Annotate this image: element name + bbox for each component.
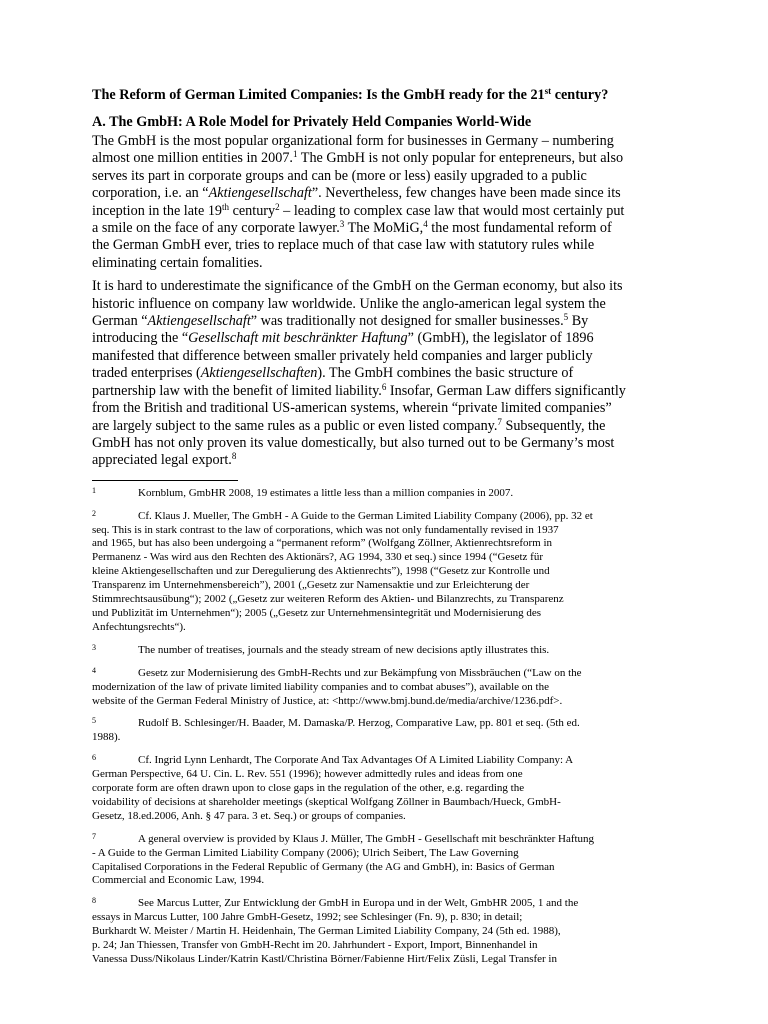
footnote-5 [92, 717, 678, 745]
text-line: It is hard to underestimate the significance of the GmbH on the German economy, but also its [92, 278, 623, 295]
footnote-number: 4 [92, 665, 96, 675]
text-line: the German GmbH ever, tries to replace much of that case law with statutory rules while [92, 237, 595, 254]
footnote-separator [92, 480, 238, 481]
footnote-line: voidability of decisions at shareholder meetings (skeptical Wolfgang Zöllner in Baumbach/Hueck, GmbH- [92, 795, 561, 808]
footnote-line: Transparenz im Unternehmensbereich”), 2001 („Gesetz zur Namensaktie und zur Erleichterung der [92, 579, 530, 592]
footnote-line: website of the German Federal Ministry of Justice, at: <http://www.bmj.bund.de/media/archive/1236.pdf>. [92, 694, 563, 707]
text-line: inception in the late 19th century$^2$ – leading to complex case law that would most certainly put [92, 201, 625, 219]
footnote-6 [92, 754, 678, 824]
footnote-line: Burkhardt W. Meister / Martin H. Heidenhain, The German Limited Liability Company, 24 (5th ed. 1988), [92, 925, 561, 938]
text-line: serves its part in corporate groups and can be (more or less) easily upgraded to a public [92, 167, 587, 184]
footnote-line: Cf. Klaus J. Mueller, The GmbH - A Guide to the German Limited Liability Company (2006), pp. 32 et [138, 509, 593, 522]
footnote-ref[interactable]: 7 [497, 416, 502, 427]
footnote-line: Permanenz - Was wird aus den Rechten des Aktionärs?, AG 1994, 330 et seq.) since 1994 (“Gesetz für [92, 551, 544, 564]
footnote-number: 1 [92, 485, 96, 495]
footnote-line: seq. This is in stark contrast to the law of corporations, which was not only fundamentally revised in 1937 [92, 523, 559, 536]
footnote-line: kleine Aktiengesellschaften und zur Deregulierung des Aktienrechts”), 1998 (“Gesetz zur Kontrolle und [92, 565, 550, 578]
text-line: historic influence on company law worldwide. Unlike the anglo-american legal system the [92, 295, 606, 312]
title-text: The Reform of German Limited Companies: Is the GmbH ready for the 21 [92, 87, 545, 103]
section-heading: A. The GmbH: A Role Model for Privately Held Companies World-Wide [92, 114, 532, 130]
paragraph-2 [92, 278, 678, 469]
footnote-line: A general overview is provided by Klaus J. Müller, The GmbH - Gesellschaft mit beschränkter Haftung [138, 832, 595, 845]
footnote-8 [92, 897, 678, 967]
footnote-number: 2 [92, 508, 96, 518]
footnote-line: Commercial and Economic Law, 1994. [92, 874, 265, 887]
footnote-line: corporate form are often drawn upon to close gaps in the regulation of the other, e.g. regarding the [92, 782, 525, 795]
footnote-line: The number of treatises, journals and the steady stream of new decisions aptly illustrates this. [138, 643, 550, 656]
footnote-number: 6 [92, 753, 96, 763]
text-line: from the British and traditional US-american systems, wherein “private limited companies” [92, 400, 612, 417]
paragraph-1 [92, 133, 678, 272]
text-line: German “Aktiengesellschaft” was traditionally not designed for smaller businesses.$^5$ By [92, 312, 589, 330]
footnote-line: p. 24; Jan Thiessen, Transfer von GmbH-Recht im 20. Jahrhundert - Export, Import, Binnenhandel in [92, 939, 538, 952]
footnote-line: und Publizität im Unternehmen“); 2005 („Gesetz zur Unternehmensintegrität und Modernisierung des [92, 606, 542, 619]
text-line: introducing the “Gesellschaft mit beschränkter Haftung” (GmbH), the legislator of 1896 [92, 330, 594, 347]
footnote-number: 7 [92, 831, 96, 841]
title-text-end: century? [551, 87, 609, 103]
footnote-ref[interactable]: 5 [563, 312, 569, 323]
footnote-2 [92, 510, 678, 635]
footnote-number: 8 [92, 896, 96, 906]
footnote-line: 1988). [92, 731, 121, 744]
footnote-line: - A Guide to the German Limited Liability Company (2006); Ulrich Seibert, The Law Governing [92, 846, 519, 859]
footnote-line: and 1965, but has also been undergoing a “permanent reform” (Wolfgang Zöllner, Aktienrechtsreform in [92, 537, 553, 550]
footnote-7 [92, 833, 678, 889]
footnote-line: Kornblum, GmbHR 2008, 19 estimates a little less than a million companies in 2007. [138, 486, 514, 499]
footnote-line: essays in Marcus Lutter, 100 Jahre GmbH-Gesetz, 1992; see Schlesinger (Fn. 9), p. 830; in detail; [92, 911, 523, 924]
footnote-ref[interactable]: 4 [423, 219, 428, 230]
footnote-ref[interactable]: 3 [339, 219, 345, 230]
footnote-line: See Marcus Lutter, Zur Entwicklung der GmbH in Europa und in der Welt, GmbHR 2005, 1 and the [138, 897, 579, 910]
text-line: traded enterprises (Aktiengesellschaften). The GmbH combines the basic structure of [92, 365, 574, 382]
footnote-number: 5 [92, 716, 96, 726]
title-superscript: st [544, 86, 552, 96]
text-line: almost one million entities in 2007.$^1$ The GmbH is not only popular for entepreneurs, but also [92, 149, 624, 167]
footnote-ref[interactable]: 8 [231, 451, 237, 462]
footnote-line: Anfechtungsrechts“). [92, 620, 186, 633]
footnote-line: German Perspective, 64 U. Cin. L. Rev. 551 (1996); however admittedly rules and ideas from one [92, 768, 523, 781]
footnote-line: Cf. Ingrid Lynn Lenhardt, The Corporate And Tax Advantages Of A Limited Liability Company: A [138, 754, 574, 767]
footnote-line: Rudolf B. Schlesinger/H. Baader, M. Damaska/P. Herzog, Comparative Law, pp. 801 et seq. (5th ed. [138, 717, 580, 730]
footnote-1 [92, 487, 678, 501]
text-line: are largely subject to the same rules as a public or even listed company.$^7$ Subsequently, the [92, 416, 606, 434]
footnote-line: Capitalised Corporations in the Federal Republic of Germany (the AG and GmbH), in: Basics of German [92, 860, 555, 873]
footnote-line: modernization of the law of private limited liability companies and to combat abuses”), available on the [92, 680, 549, 693]
document-page [92, 82, 678, 976]
text-line: The GmbH is the most popular organizational form for businesses in Germany – numbering [92, 133, 614, 149]
document-title [92, 86, 678, 104]
footnote-ref[interactable]: 2 [275, 201, 280, 212]
footnote-3 [92, 644, 678, 658]
footnote-number: 3 [92, 642, 96, 652]
footnote-line: Gesetz, 18.ed.2006, Anh. § 47 para. 3 et. Seq.) or groups of companies. [92, 809, 406, 822]
text-line: eliminating certain fomalities. [92, 254, 263, 271]
footnote-line: Vanessa Duss/Nikolaus Linder/Katrin Kastl/Christina Börner/Fabienne Hirt/Felix Züsli, Legal Transfer in [92, 953, 557, 965]
footnote-line: Gesetz zur Modernisierung des GmbH-Rechts und zur Bekämpfung von Missbräuchen (“Law on the [138, 666, 582, 679]
footnote-ref[interactable]: 6 [381, 381, 387, 392]
footnote-line: Stimmrechtsausübung“); 2002 („Gesetz zur weiteren Reform des Aktien- und Bilanzrechts, zu Transparenz [92, 593, 564, 606]
text-line: corporation, i.e. an “Aktiengesellschaft”. Nevertheless, few changes have been made since its [92, 185, 621, 202]
footnote-ref[interactable]: 1 [292, 149, 298, 160]
text-line: GmbH has not only proven its value domestically, but also turned out to be Germany’s most [92, 434, 615, 451]
text-line: a smile on the face of any corporate lawyer.$^3$ The MoMiG,$^4$ the most fundamental reform of [92, 219, 612, 237]
footnotes-section [92, 487, 678, 967]
footnote-4 [92, 667, 678, 709]
text-line: appreciated legal export.$^8$ [92, 451, 237, 469]
text-line: manifested that difference between smaller privately held companies and larger publicly [92, 347, 593, 364]
text-line: partnership law with the benefit of limited liability.$^6$ Insofar, German Law differs significantly [92, 381, 626, 399]
